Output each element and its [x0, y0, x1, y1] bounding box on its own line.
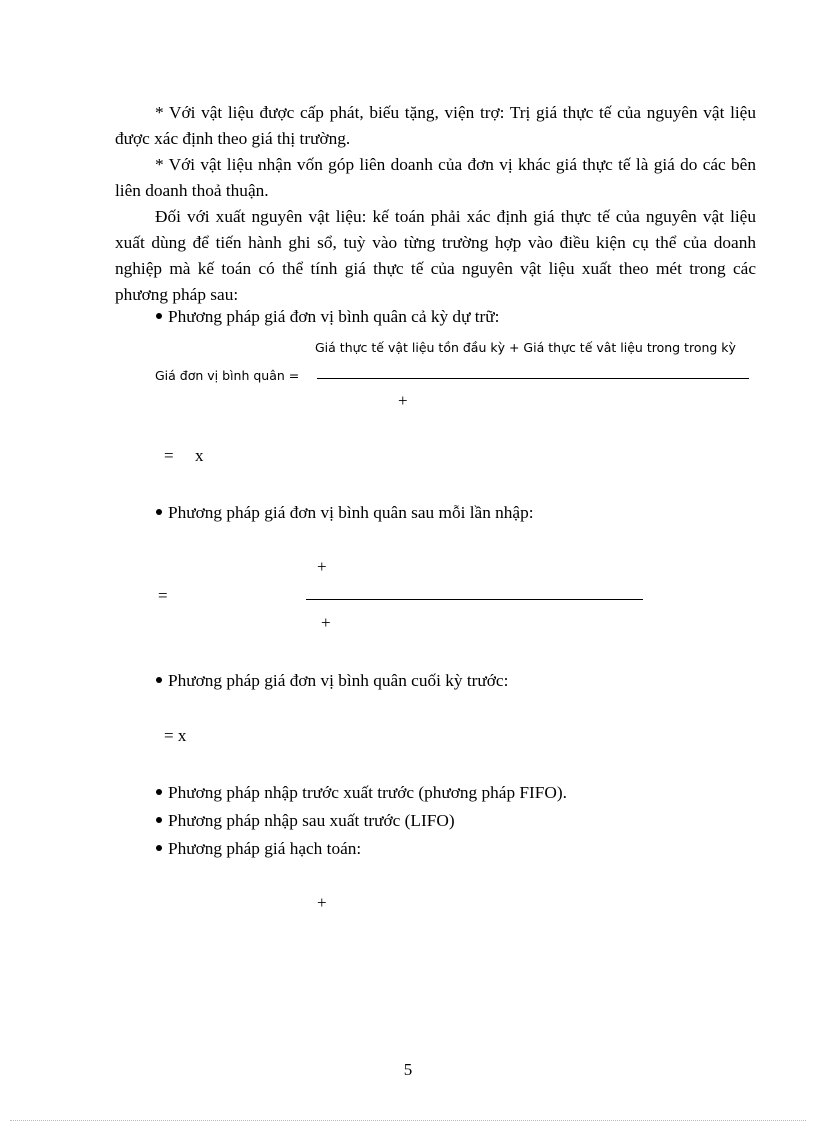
formula2-plus-top: +	[317, 557, 327, 576]
method-label: Phương pháp giá hạch toán:	[168, 839, 362, 858]
method-lifo	[156, 810, 455, 832]
page-bottom-border	[10, 1120, 806, 1121]
formula2-plus-bottom: +	[321, 613, 331, 632]
paragraph-joint-venture: * Với vật liệu nhận vốn góp liên doanh của đơn vị khác giá thực tế là giá do các bên liên doanh thoả thuận.	[115, 155, 756, 200]
method-standard-cost	[156, 838, 361, 860]
bullet-icon	[156, 845, 162, 851]
formula3-expr: = x	[164, 726, 187, 745]
method-fifo	[156, 782, 567, 804]
bullet-icon	[156, 313, 162, 319]
formula1-label: Giá đơn vị bình quân =	[155, 368, 300, 383]
method-average-previous-period	[156, 670, 508, 692]
formula1-result-eq: =	[164, 446, 174, 465]
method-weighted-average-period	[156, 306, 499, 328]
paragraph-material-issue: Đối với xuất nguyên vật liệu: kế toán phải xác định giá thực tế của nguyên vật liệu xuất dùng để tiến hành ghi sổ, tuỳ vào từng trường hợp vào điều kiện cụ thể của doanh nghiệp mà kế toán có thể tính giá thực tế của nguyên vật liệu xuất theo mét trong các phương pháp sau:	[115, 207, 756, 304]
method-label: Phương pháp giá đơn vị bình quân sau mỗi lần nhập:	[168, 503, 534, 522]
bullet-icon	[156, 509, 162, 515]
formula1-numerator: Giá thực tế vật liệu tồn đầu kỳ + Giá thực tế vât liệu trong trong kỳ	[315, 340, 736, 355]
page-number: 5	[403, 1060, 413, 1079]
method-label: Phương pháp nhập trước xuất trước (phương pháp FIFO).	[168, 783, 567, 802]
method-label: Phương pháp giá đơn vị bình quân cuối kỳ trước:	[168, 671, 509, 690]
bullet-icon	[156, 817, 162, 823]
formula1-fraction-line	[317, 378, 749, 379]
method-label: Phương pháp giá đơn vị bình quân cả kỳ dự trữ:	[168, 307, 500, 326]
formula1-result-x: x	[195, 446, 204, 465]
method-label: Phương pháp nhập sau xuất trước (LIFO)	[168, 811, 455, 830]
paragraph-donated-materials: * Với vật liệu được cấp phát, biếu tặng, viện trợ: Trị giá thực tế của nguyên vật liệu được xác định theo giá thị trường.	[115, 103, 756, 148]
formula2-eq: =	[158, 586, 168, 605]
formula1-plus: +	[398, 391, 408, 410]
bullet-icon	[156, 677, 162, 683]
method-weighted-average-after-receipt	[156, 502, 534, 524]
formula2-fraction-line	[306, 599, 643, 600]
formula4-plus: +	[317, 893, 327, 912]
bullet-icon	[156, 789, 162, 795]
